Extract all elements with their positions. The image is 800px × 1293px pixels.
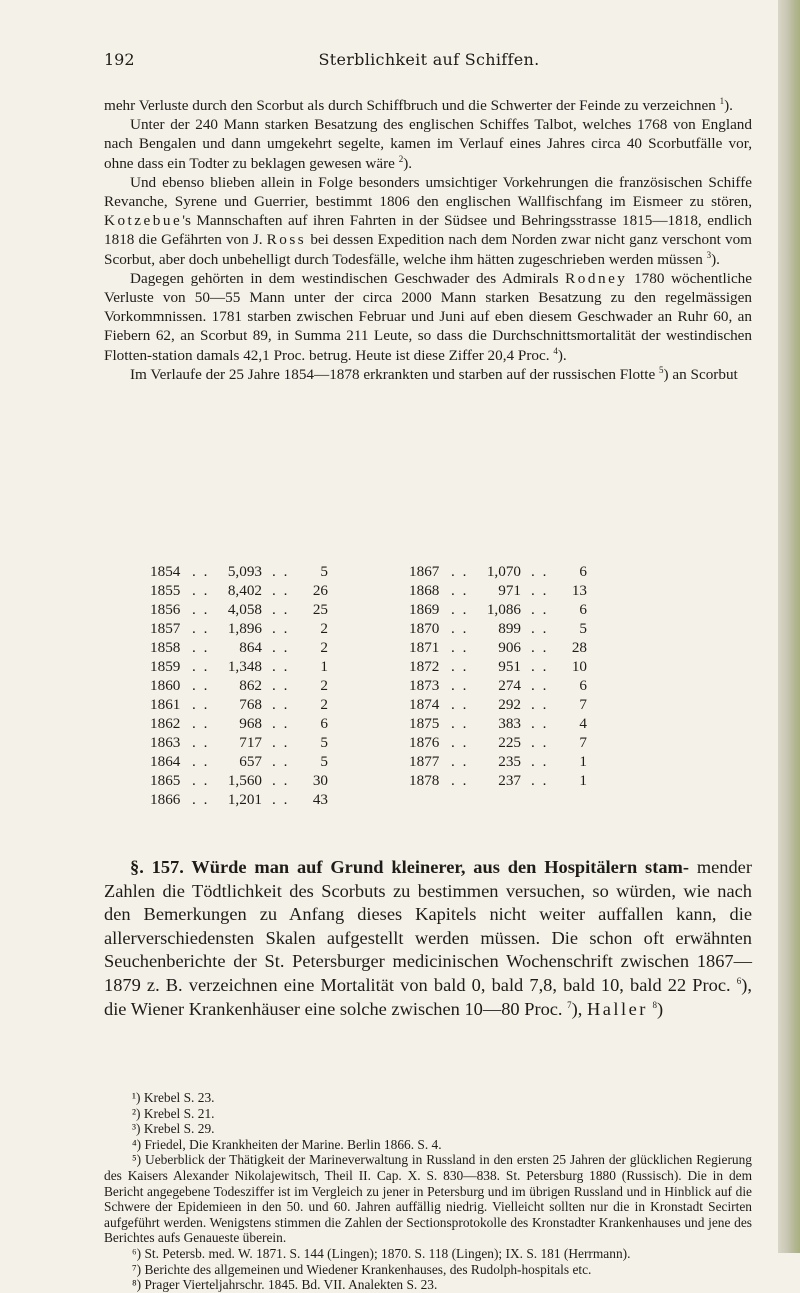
leader-dots: . . [192,658,210,675]
year-cell: 1854 [150,563,181,580]
year-cell: 1873 [409,677,440,694]
year-cell: 1871 [409,639,440,656]
deaths-cell: 2 [320,696,328,713]
deaths-cell: 10 [571,658,587,675]
leader-dots: . . [272,620,290,637]
leader-dots: . . [192,620,210,637]
deaths-cell: 13 [571,582,587,599]
leader-dots: . . [531,696,549,713]
year-cell: 1858 [150,639,181,656]
deaths-cell: 6 [320,715,328,732]
section-heading: §. 157. Würde man auf Grund kleinerer, aus den Hospitälern stam- [130,857,689,877]
year-cell: 1862 [150,715,181,732]
leader-dots: . . [192,639,210,656]
year-cell: 1875 [409,715,440,732]
leader-dots: . . [531,772,549,789]
deaths-cell: 28 [571,639,587,656]
leader-dots: . . [272,753,290,770]
leader-dots: . . [272,658,290,675]
deaths-cell: 6 [579,677,587,694]
paragraph-2: Unter der 240 Mann starken Besatzung des englischen Schiffes Talbot, welches 1768 von England nach Bengalen und dann umgekehrt segelte, kamen im Verlauf eines Jahres circa 40 Scorbutfälle vor, ohne dass ein Todter zu beklagen gewesen wäre $^2$). [104,116,752,172]
page-header [104,50,754,72]
cases-cell: 8,402 [227,582,262,599]
deaths-cell: 26 [312,582,328,599]
cases-cell: 951 [498,658,521,675]
footnote-ref: 5 [659,364,664,375]
footnote-6: ⁶) St. Petersb. med. W. 1871. S. 144 (Lingen); 1870. S. 118 (Lingen); IX. S. 181 (Herrmann). [132,1245,631,1261]
leader-dots: . . [192,582,210,599]
year-cell: 1872 [409,658,440,675]
leader-dots: . . [451,715,469,732]
cases-cell: 1,348 [227,658,262,675]
leader-dots: . . [192,677,210,694]
leader-dots: . . [272,715,290,732]
footnote-ref: 6 [736,975,742,986]
cases-cell: 1,560 [227,772,262,789]
leader-dots: . . [451,563,469,580]
paragraph-4: Dagegen gehörten in dem westindischen Geschwader des Admirals Rodney 1780 wöchentliche Verluste von 50—55 Mann unter der circa 2000 Mann starken Besatzung zu den regelmässigen Vorkommnissen. 1781 starben zwischen Februar und Juni auf eben diesem Geschwader an Ruhr 60, an Fiebern 62, an Scorbut 89, in Summa 211 Leute, so dass die Durchschnittsmortalität der westindischen Flotten-station damals 42,1 Proc. betrug. Heute ist diese Ziffer 20,4 Proc. $^4$). [104,269,753,364]
leader-dots: . . [531,582,549,599]
year-cell: 1859 [150,658,181,675]
cases-cell: 383 [498,715,521,732]
year-cell: 1855 [150,582,181,599]
footnote-ref: 8 [652,999,658,1010]
paragraph-1: mehr Verluste durch den Scorbut als durch Schiffbruch und die Schwerter der Feinde zu verzeichnen $^1$). [104,95,733,114]
leader-dots: . . [451,582,469,599]
deaths-cell: 7 [579,696,587,713]
page-number: 192 [104,50,135,69]
leader-dots: . . [531,620,549,637]
deaths-cell: 5 [320,563,328,580]
running-title: Sterblichkeit auf Schiffen. [318,50,540,69]
year-cell: 1869 [409,601,440,618]
leader-dots: . . [192,791,210,808]
footnote-8: ⁸) Prager Vierteljahrschr. 1845. Bd. VII. Analekten S. 23. [132,1277,438,1293]
leader-dots: . . [272,563,290,580]
person-name: Rodney [565,269,628,287]
cases-cell: 5,093 [227,563,262,580]
deaths-cell: 6 [579,563,587,580]
footnote-ref: 3 [706,249,712,260]
leader-dots: . . [451,734,469,751]
leader-dots: . . [531,601,549,618]
leader-dots: . . [192,772,210,789]
cases-cell: 1,086 [486,601,521,618]
deaths-cell: 5 [320,734,328,751]
year-cell: 1866 [150,791,181,808]
footnote-5: ⁵) Ueberblick der Thätigkeit der Marineverwaltung in Russland in den ersten 25 Jahren der glücklichen Regierung des Kaisers Alexander Nikolajewitsch, Theil II. Cap. X. S. 830—838. St. Petersburg 1880 (Russisch). Die in dem Bericht angegebene Todesziffer ist im Vergleich zu jener in Petersburg und im übrigen Russland und in Hinblick auf die Schwere der Epidemieen in den 50. und 60. Jahren auffällig niedrig. Vielleicht sollten nur die in Kronstadt Secirten aufgeführt werden. Wenigstens stimmen die Zahlen der Sectionsprotokolle des Kronstadter Krankenhauses und jene des Berichtes aufs Genaueste überein. [104,1152,752,1246]
leader-dots: . . [192,734,210,751]
deaths-cell: 2 [320,639,328,656]
body-text [104,96,752,384]
leader-dots: . . [272,772,290,789]
leader-dots: . . [451,696,469,713]
year-cell: 1867 [409,563,440,580]
footnote-2: ²) Krebel S. 21. [132,1105,215,1121]
deaths-cell: 5 [579,620,587,637]
footnote-ref: 7 [567,999,572,1010]
leader-dots: . . [451,620,469,637]
year-cell: 1857 [150,620,181,637]
leader-dots: . . [272,734,290,751]
leader-dots: . . [451,677,469,694]
year-cell: 1876 [409,734,440,751]
year-cell: 1877 [409,753,440,770]
leader-dots: . . [531,563,549,580]
deaths-cell: 1 [579,772,587,789]
leader-dots: . . [272,677,290,694]
leader-dots: . . [192,601,210,618]
leader-dots: . . [531,639,549,656]
leader-dots: . . [451,639,469,656]
scurvy-statistics-table [0,562,800,862]
year-cell: 1878 [409,772,440,789]
deaths-cell: 43 [312,791,328,808]
year-cell: 1868 [409,582,440,599]
paragraph-5: Im Verlaufe der 25 Jahre 1854—1878 erkrankten und starben auf der russischen Flotte $^5$) an Scorbut [130,364,738,383]
deaths-cell: 2 [320,677,328,694]
leader-dots: . . [272,639,290,656]
cases-cell: 235 [498,753,521,770]
cases-cell: 274 [498,677,521,694]
leader-dots: . . [272,582,290,599]
leader-dots: . . [531,677,549,694]
year-cell: 1874 [409,696,440,713]
leader-dots: . . [272,601,290,618]
year-cell: 1861 [150,696,181,713]
leader-dots: . . [451,753,469,770]
year-cell: 1870 [409,620,440,637]
deaths-cell: 2 [320,620,328,637]
footnote-1: ¹) Krebel S. 23. [132,1090,215,1105]
year-cell: 1865 [150,772,181,789]
footnote-ref: 2 [398,153,404,164]
section-157 [104,856,752,1021]
year-cell: 1856 [150,601,181,618]
person-name: Haller [586,998,648,1019]
cases-cell: 768 [239,696,262,713]
deaths-cell: 4 [579,715,587,732]
leader-dots: . . [272,791,290,808]
leader-dots: . . [192,696,210,713]
cases-cell: 657 [239,753,262,770]
footnote-ref: 1 [719,95,725,106]
leader-dots: . . [451,772,469,789]
cases-cell: 906 [498,639,521,656]
footnote-3: ³) Krebel S. 29. [132,1121,215,1137]
deaths-cell: 6 [579,601,587,618]
cases-cell: 899 [498,620,521,637]
leader-dots: . . [272,696,290,713]
leader-dots: . . [192,753,210,770]
footnote-ref: 4 [553,345,558,356]
deaths-cell: 1 [320,658,328,675]
deaths-cell: 5 [320,753,328,770]
leader-dots: . . [451,658,469,675]
leader-dots: . . [531,753,549,770]
cases-cell: 862 [239,677,262,694]
footnotes [104,1090,752,1293]
deaths-cell: 30 [312,772,328,789]
leader-dots: . . [192,715,210,732]
person-name: Kotzebue [104,212,183,230]
footnote-4: ⁴) Friedel, Die Krankheiten der Marine. Berlin 1866. S. 4. [132,1136,442,1152]
paragraph-3: Und ebenso blieben allein in Folge besonders umsichtiger Vorkehrungen die französischen Schiffe Revanche, Syrene und Guerrier, bestimmt 1806 den englischen Wallfischfang im Eismeer zu stören, Kotzebue's Mannschaften auf ihren Fahrten in der Südsee und Behringsstrasse 1815—1818, endlich 1818 die Gefährten von J. Ross bei dessen Expedition nach dem Norden zwar nicht ganz verschont vom Scorbut, aber doch unbehelligt durch Todesfälle, welche ihm hätten zugeschrieben werden müssen $^3$). [104,173,752,268]
cases-cell: 1,070 [486,563,521,580]
year-cell: 1863 [150,734,181,751]
cases-cell: 968 [239,715,262,732]
leader-dots: . . [531,734,549,751]
deaths-cell: 25 [312,601,328,618]
cases-cell: 4,058 [227,601,262,618]
cases-cell: 1,896 [227,620,262,637]
person-name: Ross [266,231,307,249]
section-paragraph: §. 157. Würde man auf Grund kleinerer, aus den Hospitälern stam- mender Zahlen die Tödtlichkeit des Scorbuts zu bestimmen versuchen, so würden, wie nach den Bemerkungen zu Anfang dieses Kapitels nicht weiter auffallen kann, die allerverschiedensten Skalen aufgestellt werden müssen. Die schon oft erwähnten Seuchenberichte der St. Petersburger medicinischen Wochenschrift zwischen 1867—1879 z. B. verzeichnen eine Mortalität von bald 0, bald 7,8, bald 10, bald 22 Proc. $^6$), die Wiener Krankenhäuser eine solche zwischen 10—80 Proc. $^7$), Haller $^8$) [104,857,752,1019]
cases-cell: 237 [498,772,521,789]
footnote-7: ⁷) Berichte des allgemeinen und Wiedener Krankenhauses, des Rudolph-hospitals etc. [132,1261,592,1277]
leader-dots: . . [531,658,549,675]
leader-dots: . . [451,601,469,618]
cases-cell: 225 [498,734,521,751]
leader-dots: . . [192,563,210,580]
deaths-cell: 1 [579,753,587,770]
leader-dots: . . [531,715,549,732]
cases-cell: 864 [239,639,262,656]
cases-cell: 1,201 [227,791,262,808]
cases-cell: 292 [498,696,521,713]
cases-cell: 971 [498,582,521,599]
cases-cell: 717 [239,734,262,751]
year-cell: 1860 [150,677,181,694]
year-cell: 1864 [150,753,181,770]
deaths-cell: 7 [579,734,587,751]
